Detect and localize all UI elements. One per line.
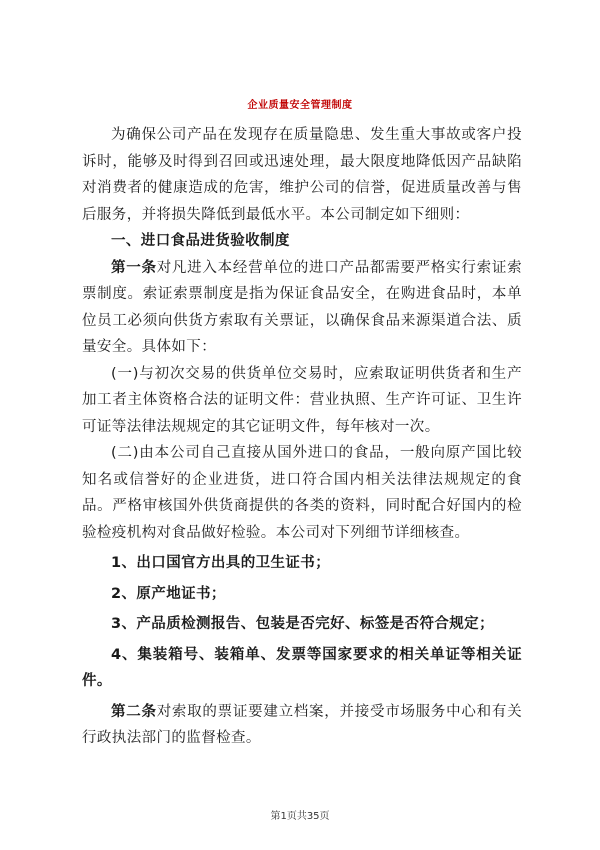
article-1-text: 对凡进入本经营单位的进口产品都需要严格实行索证索票制度。索证索票制度是指为保证食品安全，在购进食品时，本单位员工必须向供货方索取有关票证，以确保食品来源渠道合法、质量安全。具体如下： [82, 259, 522, 355]
list-item: 4、集装箱号、装箱单、发票等国家要求的相关单证等相关证件。 [82, 646, 522, 689]
list-item: 2、原产地证书； [111, 585, 226, 602]
list-item: 3、产品质检测报告、包装是否完好、标签是否符合规定； [111, 616, 494, 632]
list-item: 1、出口国官方出具的卫生证书； [111, 555, 331, 571]
section-heading: 一、进口食品进货验收制度 [111, 233, 290, 249]
intro-paragraph: 为确保公司产品在发现存在质量隐患、发生重大事故或客户投诉时，能够及时得到召回或迅速处理，最大限度地降低因产品缺陷对消费者的健康造成的危害，维护公司的信誉，促进质量改善与售后服务，并将损失降低到最低水平。本公司制定如下细则： [82, 127, 522, 223]
clause-2-paragraph: (二)由本公司自己直接从国外进口的食品，一般向原产国比较知名或信誉好的企业进货，进口符合国内相关法律法规规定的食品。严格审核国外供货商提供的各类的资料，同时配合好国内的检验检疫机构对食品做好检验。本公司对下列细节详细核查。 [82, 445, 522, 541]
page-number: 第1页共35页 [270, 811, 330, 822]
article-2-paragraph [82, 699, 522, 752]
document-body [82, 122, 522, 752]
article-2-text: 对索取的票证要建立档案，并接受市场服务中心和有关行政执法部门的监督检查。 [82, 703, 522, 746]
document-title: 企业质量安全管理制度 [247, 100, 353, 111]
article-1-lead: 第一条 [111, 259, 157, 276]
clause-1-paragraph: (一)与初次交易的供货单位交易时，应索取证明供货者和生产加工者主体资格合法的证明文件：营业执照、生产许可证、卫生许可证等法律法规规定的其它证明文件，每年核对一次。 [82, 365, 522, 435]
article-2-lead: 第二条 [111, 703, 157, 720]
article-1-paragraph [82, 255, 522, 361]
